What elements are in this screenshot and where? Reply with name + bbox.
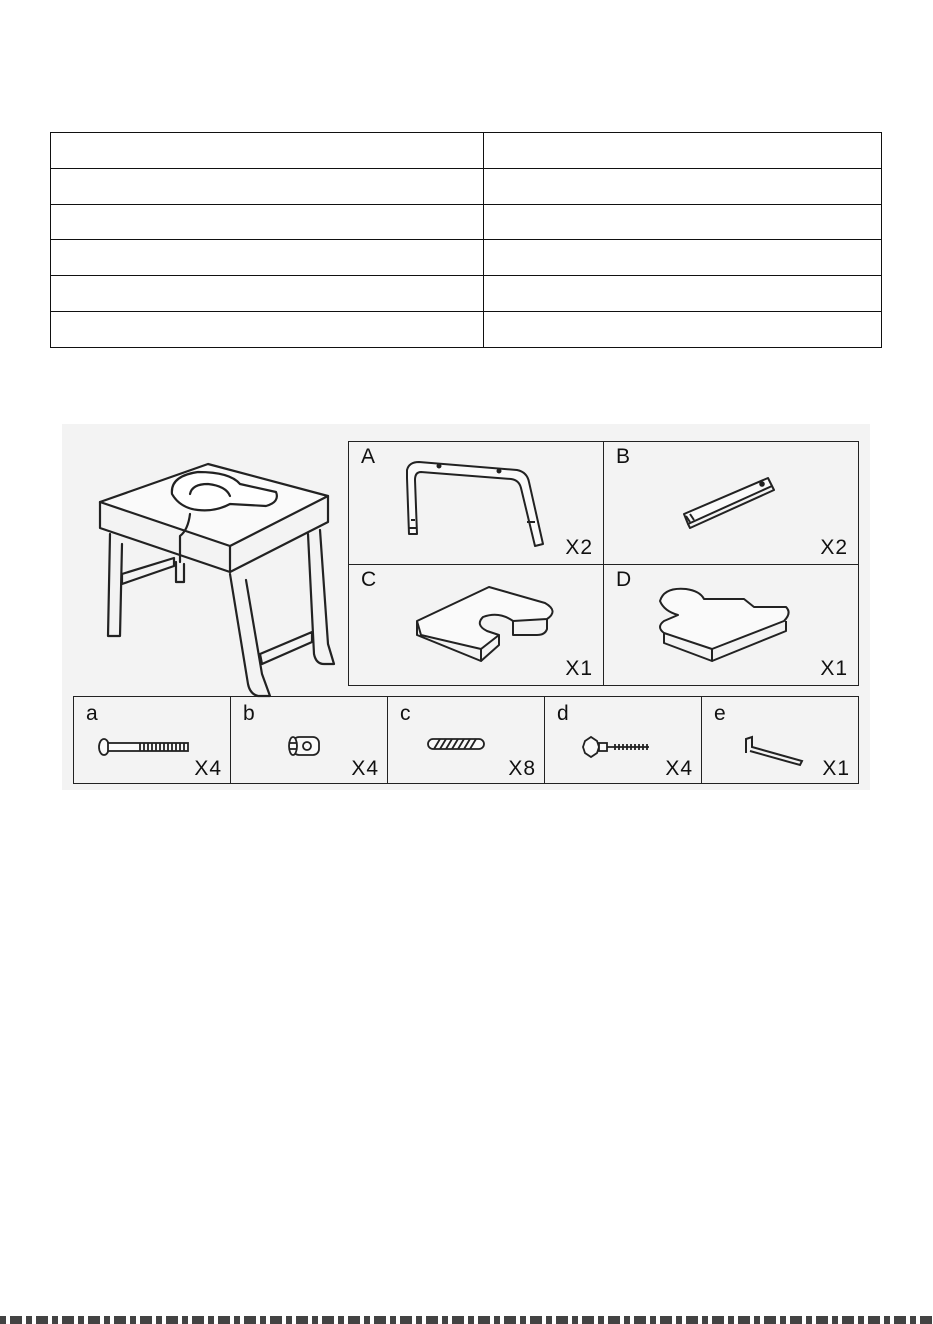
table-cell	[51, 133, 484, 169]
table-cell	[51, 312, 484, 348]
part-box-D	[603, 564, 859, 686]
table-row	[51, 168, 882, 204]
part-label: e	[714, 702, 726, 725]
table-cell	[51, 276, 484, 312]
part-label: c	[400, 702, 411, 725]
part-quantity: X2	[820, 536, 848, 559]
part-quantity: X8	[508, 757, 536, 780]
table-cell	[484, 133, 882, 169]
table-cell	[51, 240, 484, 276]
part-quantity: X1	[822, 757, 850, 780]
table-cell	[51, 168, 484, 204]
table-cell	[484, 204, 882, 240]
part-quantity: X4	[351, 757, 379, 780]
spec-table	[50, 132, 882, 348]
part-label: a	[86, 702, 98, 725]
part-box-B	[603, 441, 859, 565]
part-box-A	[348, 441, 604, 565]
part-box-c	[387, 696, 545, 784]
table-cell	[484, 168, 882, 204]
part-box-d	[544, 696, 702, 784]
part-label: A	[361, 445, 376, 468]
part-box-C	[348, 564, 604, 686]
part-label: b	[243, 702, 255, 725]
page-edge-scan-line	[0, 1316, 933, 1324]
table-row	[51, 133, 882, 169]
table-row	[51, 204, 882, 240]
part-label: C	[361, 568, 377, 591]
parts-diagram	[62, 424, 870, 790]
part-label: B	[616, 445, 631, 468]
part-label: d	[557, 702, 569, 725]
table-cell	[484, 312, 882, 348]
part-quantity: X1	[820, 657, 848, 680]
part-quantity: X2	[565, 536, 593, 559]
part-quantity: X4	[665, 757, 693, 780]
table-cell	[51, 204, 484, 240]
part-quantity: X1	[565, 657, 593, 680]
part-label: D	[616, 568, 632, 591]
table-cell	[484, 240, 882, 276]
table-row	[51, 240, 882, 276]
part-box-b	[230, 696, 388, 784]
part-box-e	[701, 696, 859, 784]
assembled-stool-icon	[80, 454, 350, 724]
table-row	[51, 312, 882, 348]
part-box-a	[73, 696, 231, 784]
table-cell	[484, 276, 882, 312]
part-quantity: X4	[194, 757, 222, 780]
table-row	[51, 276, 882, 312]
